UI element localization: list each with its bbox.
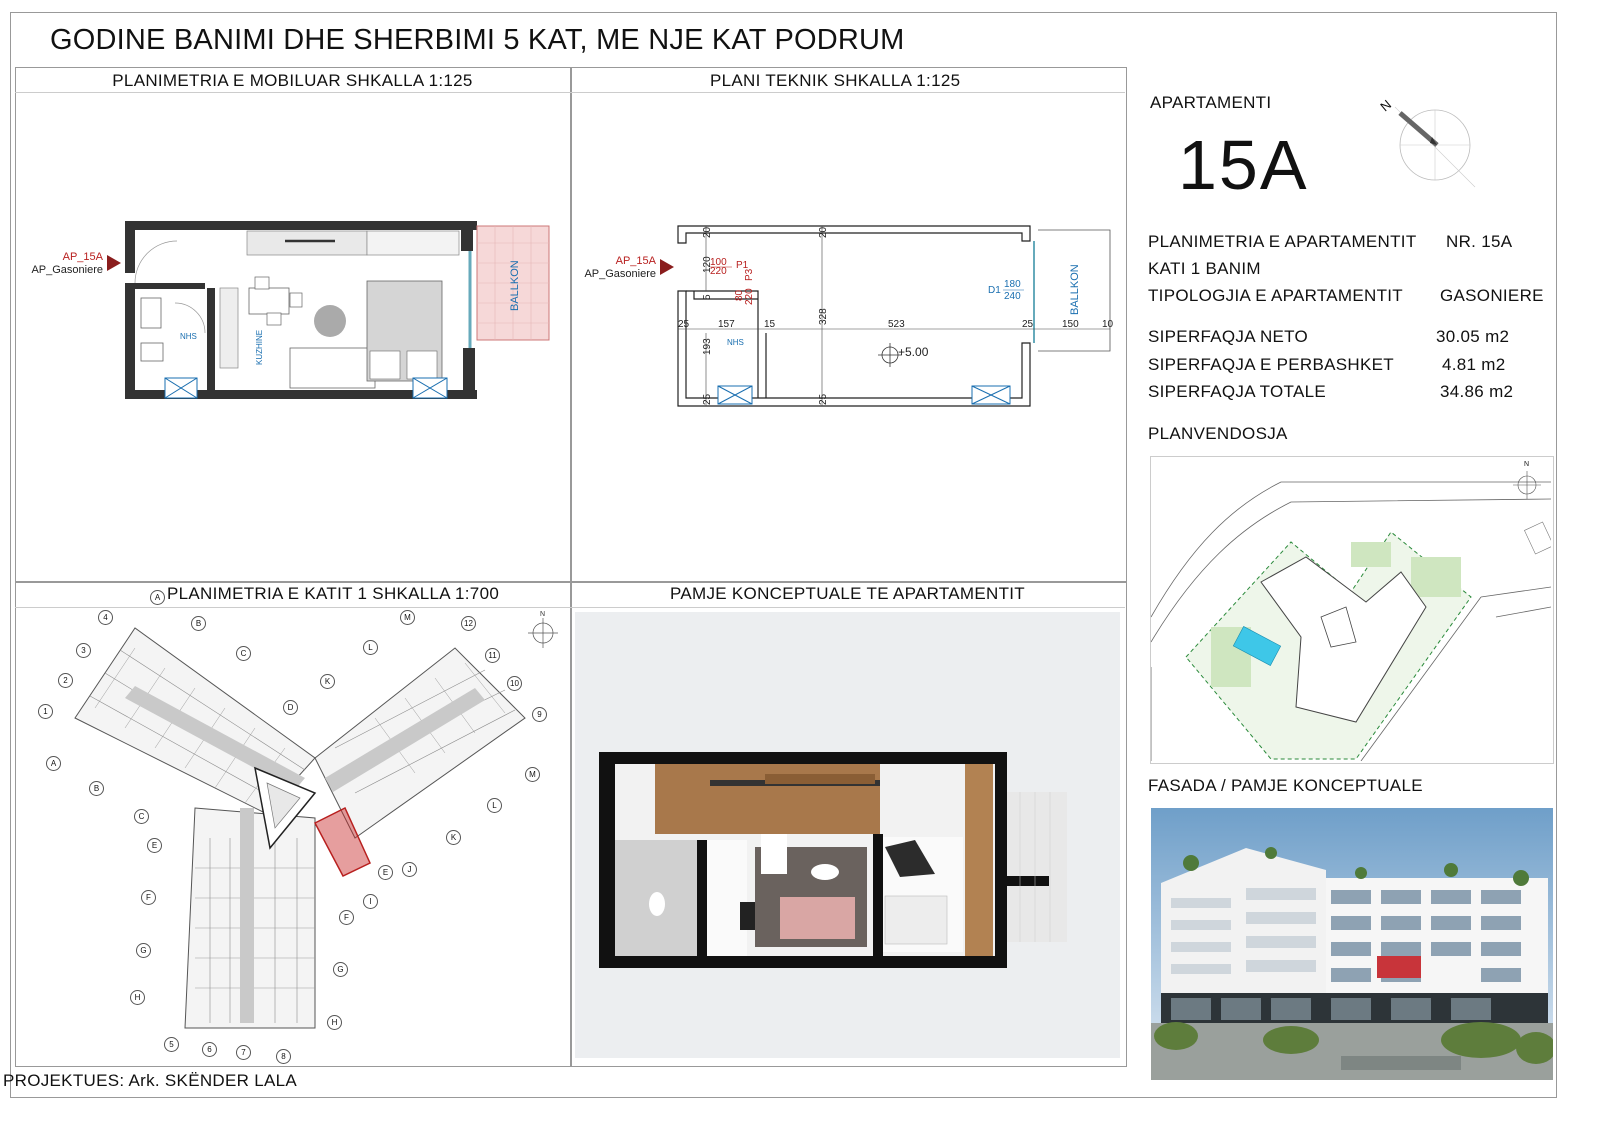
info-row-2-value: GASONIERE	[1440, 286, 1544, 305]
svg-text:120: 120	[702, 256, 713, 273]
site-plan	[1151, 457, 1551, 761]
info-row-5-key: SIPERFAQJA TOTALE	[1148, 382, 1326, 401]
floor-plan-north-arrow	[528, 618, 558, 648]
axis-bubble-1: 1	[38, 704, 53, 719]
axis-bubble-4: 4	[98, 610, 113, 625]
svg-text:25: 25	[1022, 319, 1034, 330]
technical-bathroom-label: NHS	[727, 338, 744, 347]
info-row-3-value: 30.05 m2	[1436, 327, 1510, 346]
site-plan-label: PLANVENDOSJA	[1148, 424, 1288, 443]
svg-text:20: 20	[818, 226, 829, 238]
technical-dimensions	[678, 226, 1114, 405]
technical-plan-heading: PLANI TEKNIK SHKALLA 1:125	[710, 71, 961, 90]
axis-bubble-12: 12	[461, 616, 476, 631]
elevation-label: +5.00	[898, 345, 929, 359]
technical-ap-code: AP_15A	[615, 255, 656, 267]
info-row-3-key: SIPERFAQJA NETO	[1148, 327, 1309, 346]
svg-text:328: 328	[818, 308, 829, 325]
axis-bubble-G-right: G	[333, 962, 348, 977]
svg-text:10: 10	[1102, 319, 1114, 330]
technical-shaft-right	[972, 386, 1010, 404]
furnished-shaft-left	[165, 378, 197, 398]
designer-credit: PROJEKTUES: Ark. SKËNDER LALA	[3, 1071, 298, 1090]
axis-bubble-E-right: E	[378, 865, 393, 880]
svg-text:100: 100	[710, 257, 727, 268]
axis-bubble-8: 8	[276, 1049, 291, 1064]
concept-view-heading: PAMJE KONCEPTUALE TE APARTAMENTIT	[669, 584, 1025, 603]
apartment-label: APARTAMENTI	[1150, 93, 1272, 112]
furnished-balcony-label: BALLKON	[509, 260, 521, 311]
axis-bubble-G: G	[136, 943, 151, 958]
window-d1-code: D1	[988, 285, 1001, 296]
axis-bubble-A-top: A	[150, 590, 165, 605]
axis-bubble-F-right: F	[339, 910, 354, 925]
technical-ap-type: AP_Gasoniere	[584, 268, 656, 280]
axis-bubble-L-bottom: L	[487, 798, 502, 813]
floor-plan-heading: PLANIMETRIA E KATIT 1 SHKALLA 1:700	[167, 584, 500, 603]
svg-text:220: 220	[744, 288, 755, 305]
axis-bubble-K-top: K	[320, 674, 335, 689]
info-row-4-value: 4.81 m2	[1442, 355, 1506, 374]
axis-bubble-B-bottom: B	[89, 781, 104, 796]
svg-text:P1: P1	[736, 260, 749, 271]
furnished-ap-type: AP_Gasoniere	[31, 264, 103, 276]
info-row-1-key: KATI 1 BANIM	[1148, 259, 1261, 278]
concept-render	[575, 612, 1120, 1058]
axis-bubble-F: F	[141, 890, 156, 905]
building-wings	[75, 628, 525, 1028]
window-d1-height: 240	[1004, 291, 1021, 302]
svg-text:80: 80	[734, 289, 745, 301]
axis-bubble-10: 10	[507, 676, 522, 691]
axis-bubble-H: H	[130, 990, 145, 1005]
floor-plan-north-label: N	[540, 611, 546, 618]
window-d1-width: 180	[1004, 279, 1021, 290]
svg-text:220: 220	[710, 266, 727, 277]
furnished-kitchen-label: KUZHINE	[255, 329, 264, 365]
axis-bubble-11: 11	[485, 648, 500, 663]
axis-bubble-7: 7	[236, 1045, 251, 1060]
svg-text:523: 523	[888, 319, 905, 330]
axis-bubble-C-bottom: C	[134, 809, 149, 824]
axis-bubble-6: 6	[202, 1042, 217, 1057]
door-tags	[710, 257, 755, 305]
technical-shaft-left	[718, 386, 752, 404]
info-row-0-key: PLANIMETRIA E APARTAMENTIT	[1148, 232, 1417, 251]
svg-text:157: 157	[718, 319, 735, 330]
furnished-shaft-right	[413, 378, 447, 398]
north-compass	[1380, 95, 1480, 190]
furnished-plan-drawing	[15, 93, 570, 581]
axis-bubble-I: I	[363, 894, 378, 909]
axis-bubble-M-bottom: M	[525, 767, 540, 782]
info-row-4-key: SIPERFAQJA E PERBASHKET	[1148, 355, 1394, 374]
furnished-plan-heading: PLANIMETRIA E MOBILUAR SHKALLA 1:125	[112, 71, 473, 90]
technical-balcony-label: BALLKON	[1069, 264, 1081, 315]
svg-text:25: 25	[702, 393, 713, 405]
furnished-ap-code: AP_15A	[62, 251, 103, 263]
compass-north-label: N	[1377, 96, 1395, 115]
axis-bubble-H-right: H	[327, 1015, 342, 1030]
axis-bubble-L-top: L	[363, 640, 378, 655]
furnished-bathroom-label: NHS	[180, 332, 197, 341]
site-plan-north-label: N	[1524, 461, 1530, 468]
axis-bubble-5: 5	[164, 1037, 179, 1052]
axis-bubble-J: J	[402, 862, 417, 877]
technical-plan-drawing	[570, 93, 1125, 581]
svg-text:150: 150	[1062, 319, 1079, 330]
document-title: GODINE BANIMI DHE SHERBIMI 5 KAT, ME NJE KAT PODRUM	[50, 24, 905, 56]
axis-bubble-9: 9	[532, 707, 547, 722]
svg-text:15: 15	[764, 319, 776, 330]
axis-bubble-3: 3	[76, 643, 91, 658]
info-row-2-key: TIPOLOGJIA E APARTAMENTIT	[1148, 286, 1403, 305]
svg-text:5: 5	[702, 294, 713, 300]
axis-bubble-D: D	[283, 700, 298, 715]
technical-entry-arrow	[660, 259, 674, 275]
info-row-0-value: NR. 15A	[1446, 232, 1513, 251]
facade-highlighted-apartment	[1377, 956, 1421, 978]
facade-render	[1151, 808, 1553, 1080]
svg-text:25: 25	[818, 393, 829, 405]
axis-bubble-M-top: M	[400, 610, 415, 625]
info-row-5-value: 34.86 m2	[1440, 382, 1514, 401]
svg-text:25: 25	[678, 319, 690, 330]
svg-text:20: 20	[702, 226, 713, 238]
axis-bubble-B-top: B	[191, 616, 206, 631]
svg-text:193: 193	[702, 338, 713, 355]
svg-text:P3: P3	[744, 268, 755, 281]
floor-plan-drawing	[15, 608, 570, 1064]
apartment-number: 15A	[1178, 126, 1309, 204]
axis-bubble-K-bottom: K	[446, 830, 461, 845]
furnished-entry-arrow	[107, 255, 121, 271]
axis-bubble-A-bottom: A	[46, 756, 61, 771]
axis-bubble-E: E	[147, 838, 162, 853]
facade-label: FASADA / PAMJE KONCEPTUALE	[1148, 776, 1423, 795]
axis-bubble-2: 2	[58, 673, 73, 688]
axis-bubble-C-top: C	[236, 646, 251, 661]
